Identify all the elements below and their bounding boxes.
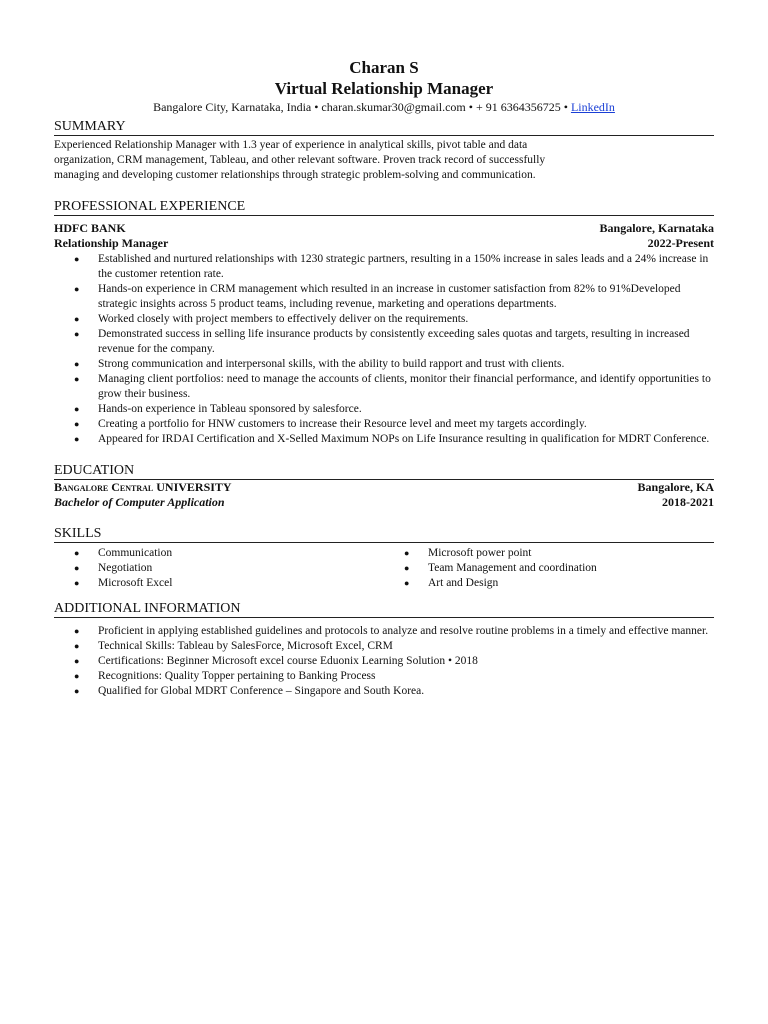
candidate-name: Charan S <box>349 58 419 77</box>
skills-columns <box>54 545 714 591</box>
education-degree-row <box>54 495 714 510</box>
company-name: HDFC BANK <box>54 221 126 235</box>
role-dates: 2022-Present <box>647 236 714 250</box>
list-item: ● Certifications: Beginner Microsoft excel course Eduonix Learning Solution • 2018 <box>54 654 714 669</box>
list-item: ● Technical Skills: Tableau by SalesForce, Microsoft Excel, CRM <box>54 639 714 654</box>
contact-details: Bangalore City, Karnataka, India • charan.skumar30@gmail.com • + 91 6364356725 • <box>153 100 571 114</box>
list-item: ● Managing client portfolios: need to manage the accounts of clients, monitor their financial performance, and identify opportunities to grow their business. <box>54 372 714 402</box>
contact-line <box>54 99 714 115</box>
list-item: ● Appeared for IRDAI Certification and X-Selled Maximum NOPs on Life Insurance resulting in qualification for MDRT Conference. <box>54 432 714 447</box>
list-item: ● Team Management and coordination <box>384 561 714 576</box>
list-item: ● Art and Design <box>384 576 714 591</box>
degree-name: Bachelor of Computer Application <box>54 495 225 509</box>
list-item: ● Recognitions: Quality Topper pertaining to Banking Process <box>54 669 714 684</box>
list-item: ● Demonstrated success in selling life insurance products by consistently exceeding sales quotas and targets, resulting in increased revenue for the company. <box>54 327 714 357</box>
education-school-row <box>54 480 714 495</box>
skills-right-list <box>384 546 714 591</box>
list-item: ● Hands-on experience in Tableau sponsored by salesforce. <box>54 402 714 417</box>
degree-dates: 2018-2021 <box>662 495 714 509</box>
additional-heading: ADDITIONAL INFORMATION <box>54 601 714 618</box>
list-item: ● Qualified for Global MDRT Conference – Singapore and South Korea. <box>54 684 714 699</box>
list-item: ● Worked closely with project members to effectively deliver on the requirements. <box>54 312 714 327</box>
list-item: ● Hands-on experience in CRM management which resulted in an increase in customer satisfaction from 82% to 91%Developed strategic insights across 5 product teams, including revenue, marketing and operations departments. <box>54 282 714 312</box>
education-heading: EDUCATION <box>54 463 714 480</box>
experience-role-row <box>54 236 714 251</box>
summary-text: Experienced Relationship Manager with 1.3 year of experience in analytical skills, pivot table and data organization, CRM management, Tableau, and other relevant software. Proven track record of successfully managing and developing customer relationships through strategic problem-solving and communication. <box>54 139 546 181</box>
list-item: ● Microsoft Excel <box>54 576 384 591</box>
experience-heading: PROFESSIONAL EXPERIENCE <box>54 199 714 216</box>
list-item: ● Communication <box>54 546 384 561</box>
school-name: Bangalore Central UNIVERSITY <box>54 480 232 494</box>
list-item: ● Established and nurtured relationships with 1230 strategic partners, resulting in a 150% increase in sales leads and a 24% increase in the customer retention rate. <box>54 252 714 282</box>
list-item: ● Microsoft power point <box>384 546 714 561</box>
skills-heading: SKILLS <box>54 526 714 543</box>
summary-heading: SUMMARY <box>54 119 714 136</box>
resume-page <box>54 58 714 699</box>
skills-left-list <box>54 546 384 591</box>
experience-company-row <box>54 221 714 236</box>
additional-bullets <box>54 624 714 699</box>
experience-bullets <box>54 252 714 447</box>
candidate-title: Virtual Relationship Manager <box>274 79 494 98</box>
role-title: Relationship Manager <box>54 236 169 250</box>
company-location: Bangalore, Karnataka <box>599 221 714 235</box>
list-item: ● Strong communication and interpersonal skills, with the ability to build rapport and trust with clients. <box>54 357 714 372</box>
list-item: ● Creating a portfolio for HNW customers to increase their Resource level and meet my targets accordingly. <box>54 417 714 432</box>
list-item: ● Proficient in applying established guidelines and protocols to analyze and resolve routine problems in a timely and effective manner. <box>54 624 714 639</box>
school-location: Bangalore, KA <box>637 480 714 494</box>
linkedin-link[interactable]: LinkedIn <box>570 100 615 114</box>
list-item: ● Negotiation <box>54 561 384 576</box>
